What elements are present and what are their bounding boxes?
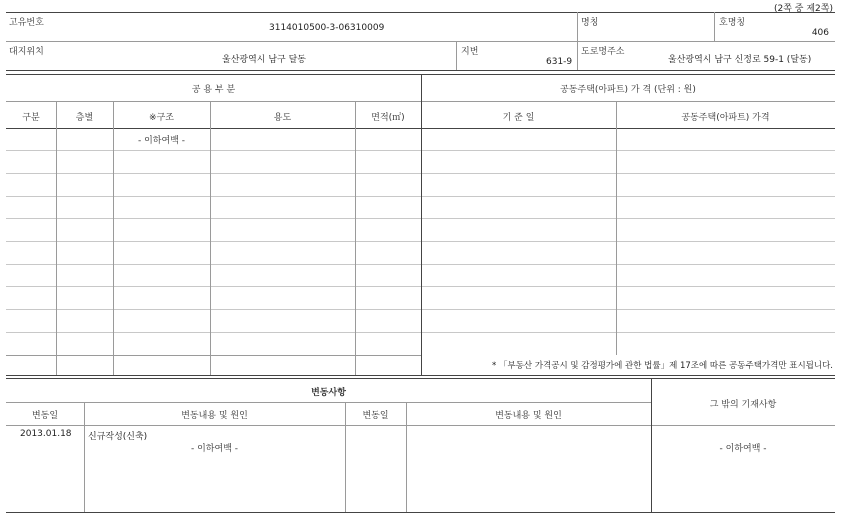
changes-blank-text: - 이하여백 - [191,444,238,454]
road-address-label: 도로명주소 [581,47,625,57]
change-row-content: 신규작성(신축) [88,432,148,442]
col-base-date: 기 준 일 [502,113,535,123]
col-change-content: 변동내용 및 원인 [181,411,248,421]
col-floor: 층별 [75,113,94,123]
common-parts-title: 공 용 부 분 [191,85,236,95]
site-location-label: 대지위치 [9,47,44,57]
price-footnote: * 「부동산 가격공시 및 감정평가에 관한 법률」제 17조에 따른 공동주택가격만 표시됩니다. [492,361,833,371]
col-area: 면적(㎡) [371,113,405,123]
site-location-value: 울산광역시 남구 달동 [222,55,306,65]
name-label: 명칭 [581,18,599,28]
road-address-value: 울산광역시 남구 신정로 59-1 (달동) [668,55,812,65]
col-change-date-2: 변동일 [362,411,389,421]
change-row-date: 2013.01.18 [20,429,72,439]
lot-number-value: 631-9 [546,57,573,67]
other-blank-text: - 이하여백 - [719,444,767,454]
unit-label: 호명칭 [719,18,746,28]
col-change-content-2: 변동내용 및 원인 [495,411,562,421]
changes-title: 변동사항 [311,388,346,398]
price-section-title: 공동주택(아파트) 가 격 (단위 : 원) [560,85,696,95]
unique-number-value: 3114010500-3-06310009 [269,23,385,33]
col-structure: ※구조 [149,113,174,123]
page-counter: (2쪽 중 제2쪽) [774,4,833,14]
col-gubun: 구분 [22,113,40,123]
unique-number-label: 고유번호 [9,18,44,28]
col-change-date: 변동일 [31,411,59,421]
col-apartment-price: 공동주택(아파트) 가격 [681,113,770,123]
common-blank-text: - 이하여백 - [138,136,185,146]
unit-value: 406 [811,28,829,38]
other-entries-title: 그 밖의 기재사항 [709,400,777,410]
lot-number-label: 지번 [461,47,479,57]
col-usage: 용도 [273,113,292,123]
